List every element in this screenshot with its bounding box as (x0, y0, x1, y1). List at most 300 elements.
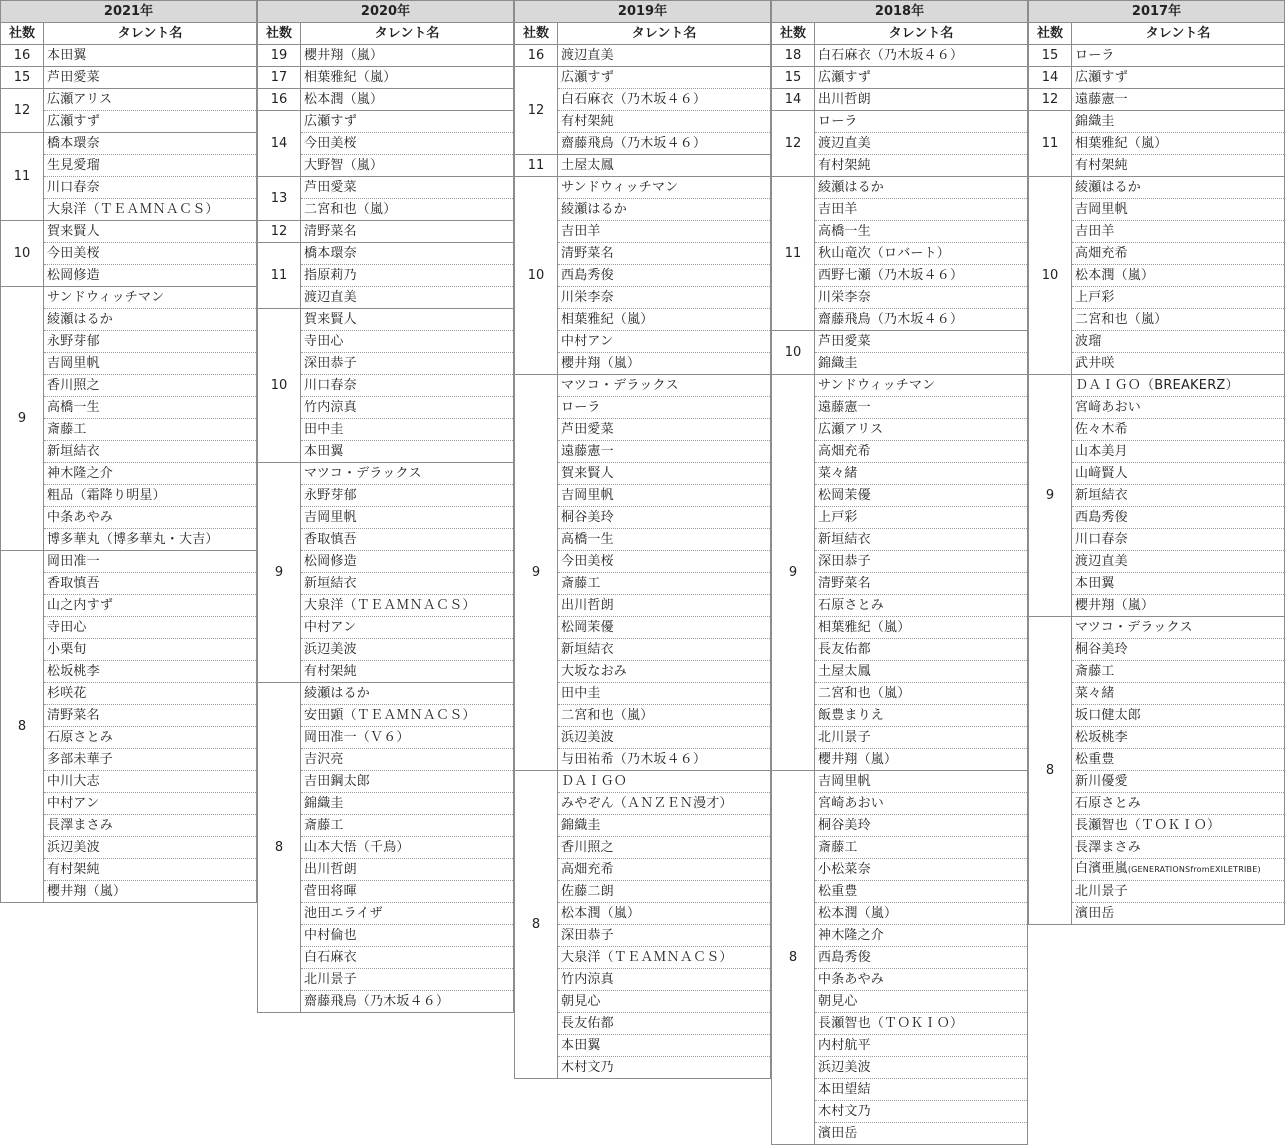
talent-name: 内村航平 (815, 1035, 1028, 1057)
talent-name: 広瀬すず (1072, 67, 1285, 89)
talent-name: 吉岡里帆 (1072, 199, 1285, 221)
talent-name: 川口春奈 (44, 177, 257, 199)
company-count: 11 (258, 243, 301, 309)
talent-name: 西島秀俊 (558, 265, 771, 287)
talent-name: 新垣結衣 (558, 639, 771, 661)
talent-name: 宮崎あおい (815, 793, 1028, 815)
talent-name: 橋本環奈 (44, 133, 257, 155)
talent-name: 北川景子 (301, 969, 514, 991)
company-count: 8 (1029, 617, 1072, 925)
talent-name: 新川優愛 (1072, 771, 1285, 793)
talent-name: 二宮和也（嵐） (1072, 309, 1285, 331)
talent-name: 深田恭子 (558, 925, 771, 947)
name-column-header: タレント名 (1072, 23, 1285, 45)
table-row (258, 463, 514, 485)
talent-name: 松岡茉優 (815, 485, 1028, 507)
talent-name: 櫻井翔（嵐） (815, 749, 1028, 771)
talent-name: 本田翼 (1072, 573, 1285, 595)
talent-name: 生見愛瑠 (44, 155, 257, 177)
talent-name: 坂口健太郎 (1072, 705, 1285, 727)
company-count: 10 (515, 177, 558, 375)
talent-name: 菅田将暉 (301, 881, 514, 903)
company-count: 10 (258, 309, 301, 463)
talent-name: 香川照之 (558, 837, 771, 859)
table-row (258, 177, 514, 199)
count-column-header: 社数 (258, 23, 301, 45)
talent-name: 今田美桜 (44, 243, 257, 265)
company-count: 17 (258, 67, 301, 89)
talent-name: 広瀬すず (815, 67, 1028, 89)
talent-name: 山本大悟（千鳥） (301, 837, 514, 859)
talent-name: 神木隆之介 (815, 925, 1028, 947)
talent-name: 中川大志 (44, 771, 257, 793)
year-header: 2017年 (1029, 1, 1285, 23)
name-column-header: タレント名 (44, 23, 257, 45)
talent-name: 中村アン (44, 793, 257, 815)
talent-name: ＤＡＩＧＯ（BREAKERZ） (1072, 375, 1285, 397)
talent-name: 相葉雅紀（嵐） (815, 617, 1028, 639)
talent-name: 白石麻衣 (301, 947, 514, 969)
company-count: 12 (258, 221, 301, 243)
talent-name: 白石麻衣（乃木坂４６） (815, 45, 1028, 67)
table-row (258, 45, 514, 67)
table-row (772, 177, 1028, 199)
talent-name: 芦田愛菜 (44, 67, 257, 89)
talent-name: 渡辺直美 (815, 133, 1028, 155)
talent-name: 与田祐希（乃木坂４６） (558, 749, 771, 771)
table-row (1, 45, 257, 67)
table-row (515, 771, 771, 793)
talent-name: 賀来賢人 (558, 463, 771, 485)
talent-name: 錦織圭 (301, 793, 514, 815)
talent-name: 松重豊 (815, 881, 1028, 903)
talent-name: 宮﨑あおい (1072, 397, 1285, 419)
talent-name: 出川哲朗 (558, 595, 771, 617)
talent-name: 齋藤飛鳥（乃木坂４６） (558, 133, 771, 155)
talent-name: 杉咲花 (44, 683, 257, 705)
talent-name: 川口春奈 (1072, 529, 1285, 551)
talent-name: 賀来賢人 (301, 309, 514, 331)
company-count: 10 (1, 221, 44, 287)
talent-name: 田中圭 (558, 683, 771, 705)
talent-name: 吉岡里帆 (558, 485, 771, 507)
talent-name: 吉岡里帆 (815, 771, 1028, 793)
table-row (772, 89, 1028, 111)
talent-name: 有村架純 (1072, 155, 1285, 177)
talent-name: 松岡修造 (44, 265, 257, 287)
table-row (772, 111, 1028, 133)
table-row (1029, 617, 1285, 639)
talent-name: 綾瀬はるか (815, 177, 1028, 199)
talent-name: 大泉洋（ＴＥＡＭＮＡＣＳ） (558, 947, 771, 969)
talent-name: 斎藤工 (44, 419, 257, 441)
talent-name: 今田美桜 (558, 551, 771, 573)
company-count: 10 (772, 331, 815, 375)
talent-name: 香取慎吾 (301, 529, 514, 551)
talent-name: 高橋一生 (44, 397, 257, 419)
company-count: 16 (515, 45, 558, 67)
talent-name: 高畑充希 (558, 859, 771, 881)
talent-name: 出川哲朗 (301, 859, 514, 881)
count-column-header: 社数 (515, 23, 558, 45)
talent-name: 二宮和也（嵐） (301, 199, 514, 221)
talent-name: 松坂桃李 (1072, 727, 1285, 749)
table-row (1, 89, 257, 111)
talent-name: 永野芽郁 (44, 331, 257, 353)
table-row (1, 551, 257, 573)
year-header: 2018年 (772, 1, 1028, 23)
company-count: 12 (772, 111, 815, 177)
talent-name: 本田望結 (815, 1079, 1028, 1101)
name-column-header: タレント名 (558, 23, 771, 45)
talent-name: 粗品（霜降り明星） (44, 485, 257, 507)
talent-name: 白石麻衣（乃木坂４６） (558, 89, 771, 111)
company-count: 9 (515, 375, 558, 771)
company-count: 8 (515, 771, 558, 1079)
talent-name: サンドウィッチマン (558, 177, 771, 199)
year-table-2020年 (257, 0, 514, 1013)
company-count: 18 (772, 45, 815, 67)
talent-name: 波瑠 (1072, 331, 1285, 353)
talent-name: 有村架純 (301, 661, 514, 683)
talent-name: 池田エライザ (301, 903, 514, 925)
talent-name: 清野菜名 (301, 221, 514, 243)
talent-name: 竹内涼真 (558, 969, 771, 991)
company-count: 8 (258, 683, 301, 1013)
talent-name: 齋藤飛鳥（乃木坂４６） (815, 309, 1028, 331)
talent-name: 清野菜名 (815, 573, 1028, 595)
talent-name: 田中圭 (301, 419, 514, 441)
talent-name: ローラ (558, 397, 771, 419)
talent-name: 武井咲 (1072, 353, 1285, 375)
company-count: 9 (258, 463, 301, 683)
talent-name: 芦田愛菜 (815, 331, 1028, 353)
name-column-header: タレント名 (815, 23, 1028, 45)
talent-name: みやぞん（ＡＮＺＥＮ漫才） (558, 793, 771, 815)
talent-name: 櫻井翔（嵐） (1072, 595, 1285, 617)
talent-name: 飯豊まりえ (815, 705, 1028, 727)
talent-name: 松岡茉優 (558, 617, 771, 639)
talent-name: 芦田愛菜 (558, 419, 771, 441)
talent-name: 北川景子 (1072, 881, 1285, 903)
talent-name: 多部未華子 (44, 749, 257, 771)
talent-name: 中村倫也 (301, 925, 514, 947)
talent-name: 今田美桜 (301, 133, 514, 155)
talent-name: 綾瀬はるか (558, 199, 771, 221)
year-table-2019年 (514, 0, 771, 1079)
table-row (772, 331, 1028, 353)
table-row (258, 67, 514, 89)
table-row (258, 89, 514, 111)
table-row (1029, 111, 1285, 133)
talent-name: マツコ・デラックス (1072, 617, 1285, 639)
talent-name: 吉田羊 (1072, 221, 1285, 243)
talent-name: 中村アン (301, 617, 514, 639)
talent-name: 新垣結衣 (44, 441, 257, 463)
talent-name: 吉田鋼太郎 (301, 771, 514, 793)
talent-name: 深田恭子 (815, 551, 1028, 573)
talent-name: 安田顕（ＴＥＡＭＮＡＣＳ） (301, 705, 514, 727)
talent-name: 濱田岳 (1072, 903, 1285, 925)
talent-name: 有村架純 (815, 155, 1028, 177)
talent-name: 上戸彩 (1072, 287, 1285, 309)
company-count: 9 (1029, 375, 1072, 617)
table-row (1, 133, 257, 155)
talent-name: 松坂桃李 (44, 661, 257, 683)
talent-name: 浜辺美波 (815, 1057, 1028, 1079)
talent-name: ローラ (815, 111, 1028, 133)
year-header: 2021年 (1, 1, 257, 23)
talent-name: 長瀬智也（ＴＯＫＩＯ） (815, 1013, 1028, 1035)
talent-name: 石原さとみ (1072, 793, 1285, 815)
table-row (1029, 177, 1285, 199)
table-row (258, 683, 514, 705)
company-count: 11 (515, 155, 558, 177)
company-count: 12 (515, 67, 558, 155)
table-row (1029, 45, 1285, 67)
talent-name: 二宮和也（嵐） (815, 683, 1028, 705)
talent-name: 朝見心 (558, 991, 771, 1013)
talent-name: 岡田准一 (44, 551, 257, 573)
talent-name: 松重豊 (1072, 749, 1285, 771)
table-row (258, 111, 514, 133)
talent-name: 大泉洋（ＴＥＡＭＮＡＣＳ） (44, 199, 257, 221)
talent-name: 上戸彩 (815, 507, 1028, 529)
talent-name: 吉岡里帆 (301, 507, 514, 529)
table-row (515, 155, 771, 177)
count-column-header: 社数 (1029, 23, 1072, 45)
talent-name: ローラ (1072, 45, 1285, 67)
talent-name: 香取慎吾 (44, 573, 257, 595)
talent-name: 西島秀俊 (815, 947, 1028, 969)
year-header: 2020年 (258, 1, 514, 23)
talent-name: 大野智（嵐） (301, 155, 514, 177)
talent-name: 相葉雅紀（嵐） (1072, 133, 1285, 155)
table-row (1029, 67, 1285, 89)
company-count: 8 (772, 771, 815, 1145)
talent-name: 松岡修造 (301, 551, 514, 573)
talent-name: 錦織圭 (1072, 111, 1285, 133)
company-count: 10 (1029, 177, 1072, 375)
talent-name: 中条あやみ (815, 969, 1028, 991)
table-row (1029, 89, 1285, 111)
talent-name: 寺田心 (44, 617, 257, 639)
talent-name: 土屋太鳳 (558, 155, 771, 177)
talent-name: 新垣結衣 (301, 573, 514, 595)
table-row (258, 243, 514, 265)
talent-name: 神木隆之介 (44, 463, 257, 485)
company-count: 14 (258, 111, 301, 177)
talent-name: 渡辺直美 (301, 287, 514, 309)
talent-name: 高畑充希 (815, 441, 1028, 463)
talent-name: 橋本環奈 (301, 243, 514, 265)
talent-name: 朝見心 (815, 991, 1028, 1013)
talent-name: 櫻井翔（嵐） (44, 881, 257, 903)
talent-name: 石原さとみ (815, 595, 1028, 617)
talent-name: 広瀬すず (558, 67, 771, 89)
talent-name: サンドウィッチマン (815, 375, 1028, 397)
talent-name: 綾瀬はるか (1072, 177, 1285, 199)
company-count: 16 (258, 89, 301, 111)
talent-name: 吉岡里帆 (44, 353, 257, 375)
talent-name: 大坂なおみ (558, 661, 771, 683)
talent-name: 吉田羊 (815, 199, 1028, 221)
talent-name: 斎藤工 (301, 815, 514, 837)
talent-name: 長澤まさみ (44, 815, 257, 837)
talent-name: 川栄李奈 (558, 287, 771, 309)
talent-name: 菜々緒 (815, 463, 1028, 485)
talent-name: 吉田羊 (558, 221, 771, 243)
count-column-header: 社数 (772, 23, 815, 45)
talent-name: 木村文乃 (558, 1057, 771, 1079)
table-row (1, 221, 257, 243)
name-column-header: タレント名 (301, 23, 514, 45)
talent-name: 大泉洋（ＴＥＡＭＮＡＣＳ） (301, 595, 514, 617)
table-row (772, 771, 1028, 793)
talent-name: 松本潤（嵐） (558, 903, 771, 925)
company-count: 14 (1029, 67, 1072, 89)
talent-name: 相葉雅紀（嵐） (301, 67, 514, 89)
table-row (772, 45, 1028, 67)
talent-name: 渡辺直美 (1072, 551, 1285, 573)
company-count: 13 (258, 177, 301, 221)
company-count: 9 (1, 287, 44, 551)
talent-name: 出川哲朗 (815, 89, 1028, 111)
talent-name: 長友佑都 (558, 1013, 771, 1035)
company-count: 11 (1, 133, 44, 221)
talent-name: 長友佑都 (815, 639, 1028, 661)
talent-name: 遠藤憲一 (1072, 89, 1285, 111)
table-row (1, 67, 257, 89)
talent-name: 中村アン (558, 331, 771, 353)
year-table-2017年 (1028, 0, 1285, 925)
talent-name: 相葉雅紀（嵐） (558, 309, 771, 331)
talent-name: 高橋一生 (815, 221, 1028, 243)
talent-name: 菜々緒 (1072, 683, 1285, 705)
talent-name: 小松菜奈 (815, 859, 1028, 881)
talent-name: 桐谷美玲 (815, 815, 1028, 837)
talent-name: ＤＡＩＧＯ (558, 771, 771, 793)
talent-name: 新垣結衣 (1072, 485, 1285, 507)
talent-name: 川口春奈 (301, 375, 514, 397)
talent-name: 中条あやみ (44, 507, 257, 529)
talent-name: 芦田愛菜 (301, 177, 514, 199)
table-row (515, 177, 771, 199)
talent-name: 川栄李奈 (815, 287, 1028, 309)
talent-name: 櫻井翔（嵐） (558, 353, 771, 375)
talent-name: 岡田准一（Ｖ６） (301, 727, 514, 749)
talent-name: 西島秀俊 (1072, 507, 1285, 529)
talent-name: 桐谷美玲 (1072, 639, 1285, 661)
talent-name: 山之内すず (44, 595, 257, 617)
talent-name: 永野芽郁 (301, 485, 514, 507)
talent-name: 白濱亜嵐(GENERATIONSfromEXILETRIBE) (1072, 859, 1285, 881)
talent-name: 浜辺美波 (558, 727, 771, 749)
talent-name: 桐谷美玲 (558, 507, 771, 529)
talent-name: 寺田心 (301, 331, 514, 353)
talent-name: 小栗旬 (44, 639, 257, 661)
talent-name: 広瀬すず (44, 111, 257, 133)
talent-name: 斎藤工 (815, 837, 1028, 859)
company-count: 15 (772, 67, 815, 89)
talent-name: マツコ・デラックス (301, 463, 514, 485)
talent-name: 賀来賢人 (44, 221, 257, 243)
company-count: 12 (1029, 89, 1072, 111)
count-column-header: 社数 (1, 23, 44, 45)
table-row (515, 45, 771, 67)
talent-name: 木村文乃 (815, 1101, 1028, 1123)
talent-name: 広瀬アリス (44, 89, 257, 111)
talent-name: 本田翼 (301, 441, 514, 463)
talent-name: 竹内涼真 (301, 397, 514, 419)
year-header: 2019年 (515, 1, 771, 23)
talent-name: 指原莉乃 (301, 265, 514, 287)
talent-name: 濱田岳 (815, 1123, 1028, 1145)
talent-name: 錦織圭 (558, 815, 771, 837)
talent-name: 長瀬智也（ＴＯＫＩＯ） (1072, 815, 1285, 837)
talent-name: 清野菜名 (44, 705, 257, 727)
group-suffix: (GENERATIONSfromEXILETRIBE) (1127, 865, 1261, 874)
talent-name: 本田翼 (44, 45, 257, 67)
talent-name: 綾瀬はるか (44, 309, 257, 331)
talent-name: 香川照之 (44, 375, 257, 397)
year-table-2021年 (0, 0, 257, 903)
talent-name: 秋山竜次（ロバート） (815, 243, 1028, 265)
talent-name: 山本美月 (1072, 441, 1285, 463)
table-row (772, 67, 1028, 89)
talent-name: 綾瀬はるか (301, 683, 514, 705)
talent-name: 北川景子 (815, 727, 1028, 749)
company-count: 9 (772, 375, 815, 771)
table-row (515, 375, 771, 397)
company-count: 15 (1029, 45, 1072, 67)
table-row (258, 221, 514, 243)
talent-name: 土屋太鳳 (815, 661, 1028, 683)
company-count: 19 (258, 45, 301, 67)
talent-name: 櫻井翔（嵐） (301, 45, 514, 67)
talent-name: 深田恭子 (301, 353, 514, 375)
talent-name: 浜辺美波 (44, 837, 257, 859)
company-count: 11 (1029, 111, 1072, 177)
talent-name: 佐々木希 (1072, 419, 1285, 441)
talent-name: 松本潤（嵐） (815, 903, 1028, 925)
talent-name: 佐藤二朗 (558, 881, 771, 903)
company-count: 11 (772, 177, 815, 331)
talent-name: 西野七瀬（乃木坂４６） (815, 265, 1028, 287)
talent-name: 長澤まさみ (1072, 837, 1285, 859)
company-count: 8 (1, 551, 44, 903)
talent-name: 高橋一生 (558, 529, 771, 551)
talent-name: 有村架純 (558, 111, 771, 133)
talent-name: 遠藤憲一 (558, 441, 771, 463)
table-row (258, 309, 514, 331)
talent-name: 渡辺直美 (558, 45, 771, 67)
table-row (1, 287, 257, 309)
talent-name: 斎藤工 (1072, 661, 1285, 683)
talent-name: 広瀬すず (301, 111, 514, 133)
talent-name: 高畑充希 (1072, 243, 1285, 265)
company-count: 12 (1, 89, 44, 133)
talent-name: 吉沢亮 (301, 749, 514, 771)
talent-name: 遠藤憲一 (815, 397, 1028, 419)
talent-name: 博多華丸（博多華丸・大吉） (44, 529, 257, 551)
talent-name: 錦織圭 (815, 353, 1028, 375)
talent-name: 松本潤（嵐） (301, 89, 514, 111)
talent-name: 清野菜名 (558, 243, 771, 265)
talent-name: 山﨑賢人 (1072, 463, 1285, 485)
talent-name: 斎藤工 (558, 573, 771, 595)
talent-name: 広瀬アリス (815, 419, 1028, 441)
